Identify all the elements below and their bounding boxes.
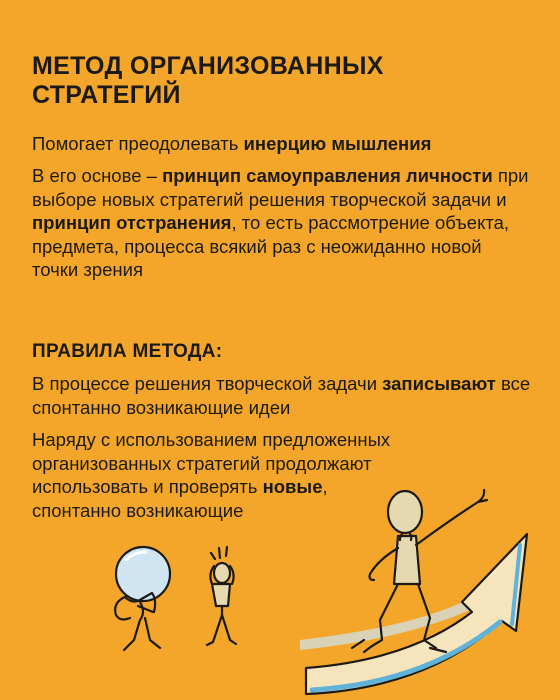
title-line-2: СТРАТЕГИЙ [32, 81, 181, 109]
principle-text-2: при выборе новых стратегий решения творческой задачи и [32, 165, 529, 210]
rule-1-emphasis: записывают [382, 373, 496, 394]
page-title [32, 52, 512, 110]
title-line-1: МЕТОД ОРГАНИЗОВАННЫХ [32, 52, 384, 80]
rule-2-text-1: Наряду с использованием предложенных организованных стратегий продолжают использовать и проверять [32, 429, 391, 497]
rule-item-2 [32, 428, 412, 522]
intro-paragraph-2 [32, 164, 532, 282]
rule-1-text-1: В процессе решения творческой задачи [32, 373, 383, 394]
principle-text-3: , то есть рассмотрение объекта, предмета, процесса всякий раз с неожиданно новой точки зрения [32, 212, 510, 280]
rule-2-emphasis: новые [262, 476, 323, 497]
rule-item-1 [32, 372, 532, 419]
puzzled-figure-icon [207, 547, 236, 645]
rules-heading: ПРАВИЛА МЕТОДА: [32, 341, 223, 362]
rule-2-text-2: , спонтанно возникающие [32, 476, 328, 521]
rule-1-text-2: все спонтанно возникающие идеи [32, 373, 531, 418]
figure-carrying-ball-icon [115, 547, 170, 650]
principle-emphasis-2: принцип отстранения [32, 212, 232, 233]
principle-text-1: В его основе – [32, 165, 163, 186]
principle-emphasis-1: принцип самоуправления личности [162, 165, 493, 186]
intro-paragraph-1 [32, 132, 532, 156]
intro-text: Помогает преодолевать [32, 133, 244, 154]
intro-emphasis: инерцию мышления [243, 133, 432, 154]
